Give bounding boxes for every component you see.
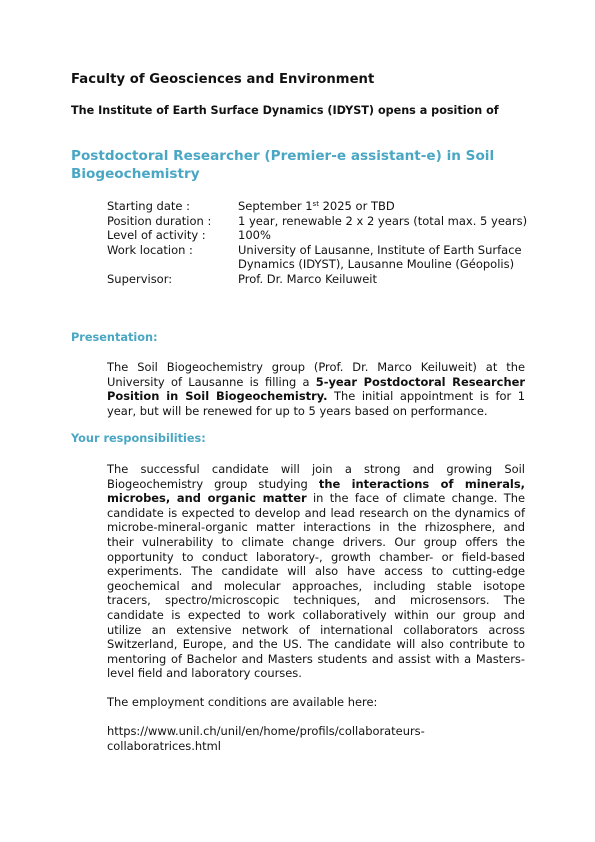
detail-label: Work location :: [107, 242, 193, 257]
detail-row-starting-date: [107, 199, 537, 214]
detail-value: [238, 199, 537, 214]
employment-conditions-link: [107, 724, 537, 753]
detail-value: Prof. Dr. Marco Keiluweit: [238, 271, 377, 286]
presentation-heading: Presentation:: [71, 331, 158, 344]
institute-heading: The Institute of Earth Surface Dynamics (IDYST) opens a position of: [71, 104, 499, 117]
presentation-text-continued: The initial appointment is for 1 year, but will be renewed for up to 5 years based on performance.: [107, 389, 525, 418]
responsibilities-bold-text: the interactions of minerals, microbes, and organic matter: [107, 476, 525, 506]
detail-row-position-duration: [107, 214, 537, 229]
starting-date-value: September 1: [238, 199, 313, 213]
starting-date-value-suffix: 2025 or TBD: [318, 199, 395, 213]
responsibilities-text: The successful candidate will join a strong and growing Soil Biogeochemistry group studying: [107, 462, 525, 491]
employment-conditions-text: The employment conditions are available here:: [107, 695, 378, 709]
detail-value: 100%: [238, 228, 271, 243]
detail-label: Starting date :: [107, 199, 190, 213]
responsibilities-paragraph: [107, 462, 525, 681]
presentation-paragraph: [107, 360, 525, 418]
ordinal-suffix: st: [312, 200, 319, 208]
position-details: [107, 199, 537, 287]
responsibilities-text-continued: in the face of climate change. The candidate is expected to develop and lead research on the dynamics of microbe-mineral-organic matter interactions in the rhizosphere, and their vulnerability to climate change drivers. Our group offers the opportunity to conduct laboratory-, growth chamber- or field-based experiments. The candidate will also have access to cutting-edge geochemical and molecular approaches, including stable isotope tracers, spectro/microscopic techniques, and microsensors. The candidate is expected to work collaboratively within our group and utilize an extensive network of international collaborators across Switzerland, Europe, and the US. The candidate will also contribute to mentoring of Bachelor and Masters students and assist with a Masters-level field and laboratory courses.: [107, 491, 525, 681]
presentation-bold-text: 5-year Postdoctoral Researcher Position in Soil Biogeochemistry.: [107, 374, 525, 404]
detail-row-supervisor: [107, 272, 537, 287]
responsibilities-heading: Your responsibilities:: [71, 432, 206, 445]
detail-row-work-location: [107, 243, 537, 272]
url-line: collaboratrices.html: [107, 738, 221, 753]
presentation-text: The Soil Biogeochemistry group (Prof. Dr. Marco Keiluweit) at the University of Lausanne is filling a: [107, 360, 525, 389]
faculty-heading: Faculty of Geosciences and Environment: [71, 72, 375, 87]
url-line: https://www.unil.ch/unil/en/home/profils/collaborateurs-: [107, 724, 425, 738]
detail-label: Supervisor:: [107, 271, 173, 286]
detail-label: Level of activity :: [107, 228, 206, 243]
detail-row-level-of-activity: [107, 228, 537, 243]
position-title: Postdoctoral Researcher (Premier-e assistant-e) in Soil Biogeochemistry: [71, 148, 495, 182]
detail-label: Position duration :: [107, 213, 212, 228]
detail-value: University of Lausanne, Institute of Earth Surface Dynamics (IDYST), Lausanne Mouline (Géopolis): [238, 242, 522, 272]
detail-value: 1 year, renewable 2 x 2 years (total max. 5 years): [238, 213, 528, 228]
